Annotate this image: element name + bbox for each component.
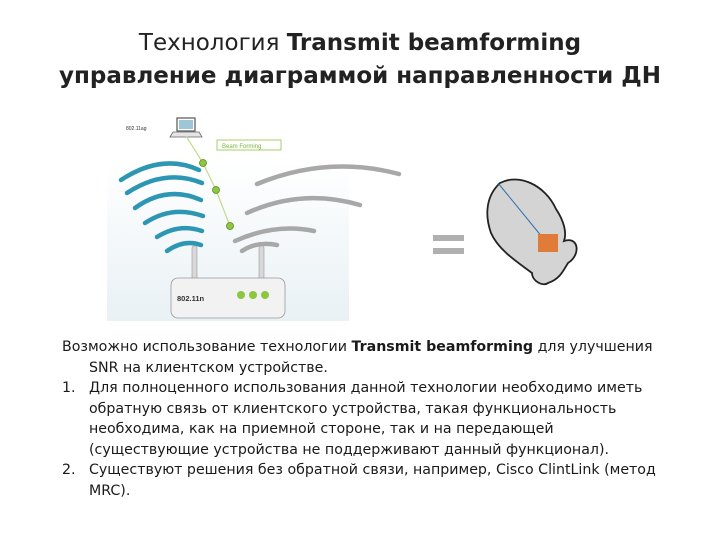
title-bold: Transmit beamforming (286, 30, 582, 56)
list-item-1: 1. Для полноценного использования данной технологии необходимо иметь обратную связь от клиентского устройства, такая функциональность необходима, как на приемной стороне, так и на передающей (существующие устройства не поддерживают данный функционал). (62, 380, 643, 458)
beam-node-2 (213, 187, 220, 194)
beam-node-3 (227, 223, 234, 230)
equals-sign-top (433, 235, 464, 241)
beamforming-figure (107, 113, 579, 323)
body-text (62, 337, 662, 501)
slide-title-line2: управление диаграммой направленности ДН (59, 63, 661, 89)
radiation-pattern (487, 179, 576, 284)
list-item-2: 2. Существуют решения без обратной связи, например, Cisco ClintLink (метод MRC). (62, 462, 656, 499)
client-label: 802.11ag (126, 126, 147, 132)
antenna-patch (538, 234, 558, 252)
equals-sign-bottom (433, 248, 464, 254)
title-prefix: Технология (138, 30, 287, 56)
intro-paragraph: Возможно использование технологии Transmit beamforming для улучшения SNR на клиентском устройстве. (62, 339, 653, 376)
slide-title-line1 (0, 29, 720, 57)
laptop-icon (170, 118, 202, 137)
beam-node-1 (200, 160, 207, 167)
beam-label: Beam Forming (222, 144, 262, 150)
router-label: 802.11n (177, 294, 205, 303)
